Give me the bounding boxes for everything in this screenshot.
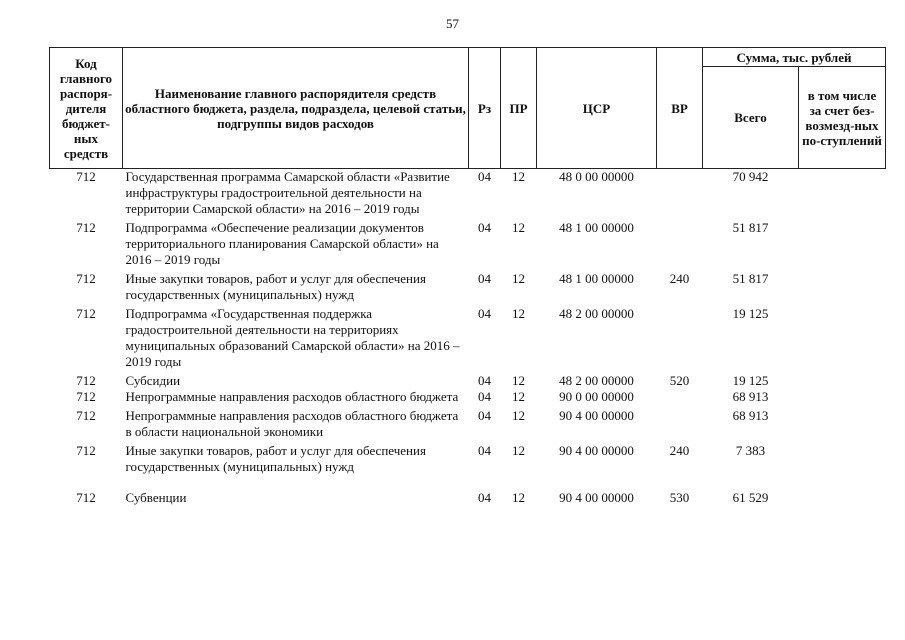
cell-total: 68 913	[732, 408, 769, 423]
table-row	[50, 306, 886, 373]
cell-code: 712	[76, 306, 96, 321]
cell-pr: 12	[512, 443, 525, 458]
cell-pr: 12	[512, 408, 525, 423]
cell-name: Субсидии	[125, 373, 181, 388]
cell-name: Государственная программа Самарской области «Развитие инфраструктуры градостроительной деятельности на территории Самарской области» на 2016 – 2019 годы	[125, 169, 450, 216]
header-name: Наименование главного распорядителя средств областного бюджета, раздела, подраздела, целевой статьи, подгруппы видов расходов	[123, 48, 469, 169]
cell-total: 7 383	[735, 443, 766, 458]
header-gratuitous: в том числе за счет без-возмезд-ных по-ступлений	[799, 67, 886, 169]
cell-total: 68 913	[732, 389, 769, 404]
cell-pr: 12	[512, 271, 525, 286]
cell-csr: 48 1 00 00000	[559, 220, 634, 235]
cell-pr: 12	[512, 169, 525, 184]
cell-total: 61 529	[732, 490, 769, 505]
cell-rz: 04	[478, 271, 491, 286]
cell-vr: 240	[669, 271, 690, 286]
cell-code: 712	[76, 408, 96, 423]
table-row	[50, 373, 886, 389]
cell-code: 712	[76, 271, 96, 286]
cell-gratuitous	[799, 373, 886, 389]
cell-total: 19 125	[732, 306, 769, 321]
cell-name: Субвенции	[125, 490, 187, 505]
cell-gratuitous	[799, 169, 886, 221]
cell-vr: 240	[669, 443, 690, 458]
cell-code: 712	[76, 389, 96, 404]
cell-gratuitous	[799, 490, 886, 506]
table-header	[50, 48, 886, 169]
header-code: Код главного распоря-дителя бюджет-ных средств	[50, 48, 123, 169]
cell-pr: 12	[512, 373, 525, 388]
cell-csr: 48 1 00 00000	[559, 271, 634, 286]
cell-rz: 04	[478, 408, 491, 423]
cell-csr: 48 2 00 00000	[559, 373, 634, 388]
table-row	[50, 220, 886, 271]
cell-name: Подпрограмма «Государственная поддержка градостроительной деятельности на территориях муниципальных образований Самарской области» на 2016 – 2019 годы	[125, 306, 460, 369]
cell-gratuitous	[799, 306, 886, 373]
cell-gratuitous	[799, 271, 886, 306]
cell-rz: 04	[478, 490, 491, 505]
cell-csr: 48 0 00 00000	[559, 169, 634, 184]
spacer-cell	[50, 478, 886, 490]
table-row	[50, 169, 886, 221]
row-spacer	[50, 478, 886, 490]
cell-vr	[657, 408, 703, 443]
cell-code: 712	[76, 490, 96, 505]
header-sum-group: Сумма, тыс. рублей	[703, 48, 886, 67]
cell-rz: 04	[478, 306, 491, 321]
header-csr: ЦСР	[537, 48, 657, 169]
cell-pr: 12	[512, 389, 525, 404]
cell-total: 51 817	[732, 271, 769, 286]
header-total: Всего	[703, 67, 799, 169]
cell-rz: 04	[478, 443, 491, 458]
cell-gratuitous	[799, 220, 886, 271]
cell-total: 51 817	[732, 220, 769, 235]
page-number: 57	[446, 16, 459, 31]
cell-rz: 04	[478, 389, 491, 404]
cell-gratuitous	[799, 389, 886, 408]
cell-vr	[657, 306, 703, 373]
cell-rz: 04	[478, 220, 491, 235]
cell-code: 712	[76, 169, 96, 184]
cell-name: Непрограммные направления расходов областного бюджета в области национальной экономики	[125, 408, 459, 439]
cell-name: Непрограммные направления расходов областного бюджета	[125, 389, 459, 404]
table-row	[50, 490, 886, 506]
cell-name: Иные закупки товаров, работ и услуг для обеспечения государственных (муниципальных) нужд	[125, 443, 426, 474]
cell-csr: 90 0 00 00000	[559, 389, 634, 404]
cell-pr: 12	[512, 306, 525, 321]
table-row	[50, 408, 886, 443]
cell-total: 70 942	[732, 169, 769, 184]
cell-pr: 12	[512, 490, 525, 505]
table-body	[50, 169, 886, 507]
cell-csr: 90 4 00 00000	[559, 443, 634, 458]
table-row	[50, 271, 886, 306]
cell-vr: 520	[669, 373, 690, 388]
table-row	[50, 443, 886, 478]
cell-vr	[657, 389, 703, 408]
cell-gratuitous	[799, 443, 886, 478]
header-pr: ПР	[501, 48, 537, 169]
cell-pr: 12	[512, 220, 525, 235]
cell-csr: 48 2 00 00000	[559, 306, 634, 321]
header-vr: ВР	[657, 48, 703, 169]
cell-rz: 04	[478, 169, 491, 184]
cell-vr: 530	[669, 490, 690, 505]
cell-rz: 04	[478, 373, 491, 388]
cell-code: 712	[76, 220, 96, 235]
cell-vr	[657, 220, 703, 271]
cell-code: 712	[76, 373, 96, 388]
cell-name: Иные закупки товаров, работ и услуг для обеспечения государственных (муниципальных) нужд	[125, 271, 426, 302]
cell-name: Подпрограмма «Обеспечение реализации документов территориального планирования Самарской области» на 2016 – 2019 годы	[125, 220, 439, 267]
cell-csr: 90 4 00 00000	[559, 408, 634, 423]
cell-vr	[657, 169, 703, 221]
header-rz: Рз	[469, 48, 501, 169]
cell-csr: 90 4 00 00000	[559, 490, 634, 505]
cell-code: 712	[76, 443, 96, 458]
cell-total: 19 125	[732, 373, 769, 388]
budget-table	[49, 47, 886, 506]
table-row	[50, 389, 886, 408]
cell-gratuitous	[799, 408, 886, 443]
